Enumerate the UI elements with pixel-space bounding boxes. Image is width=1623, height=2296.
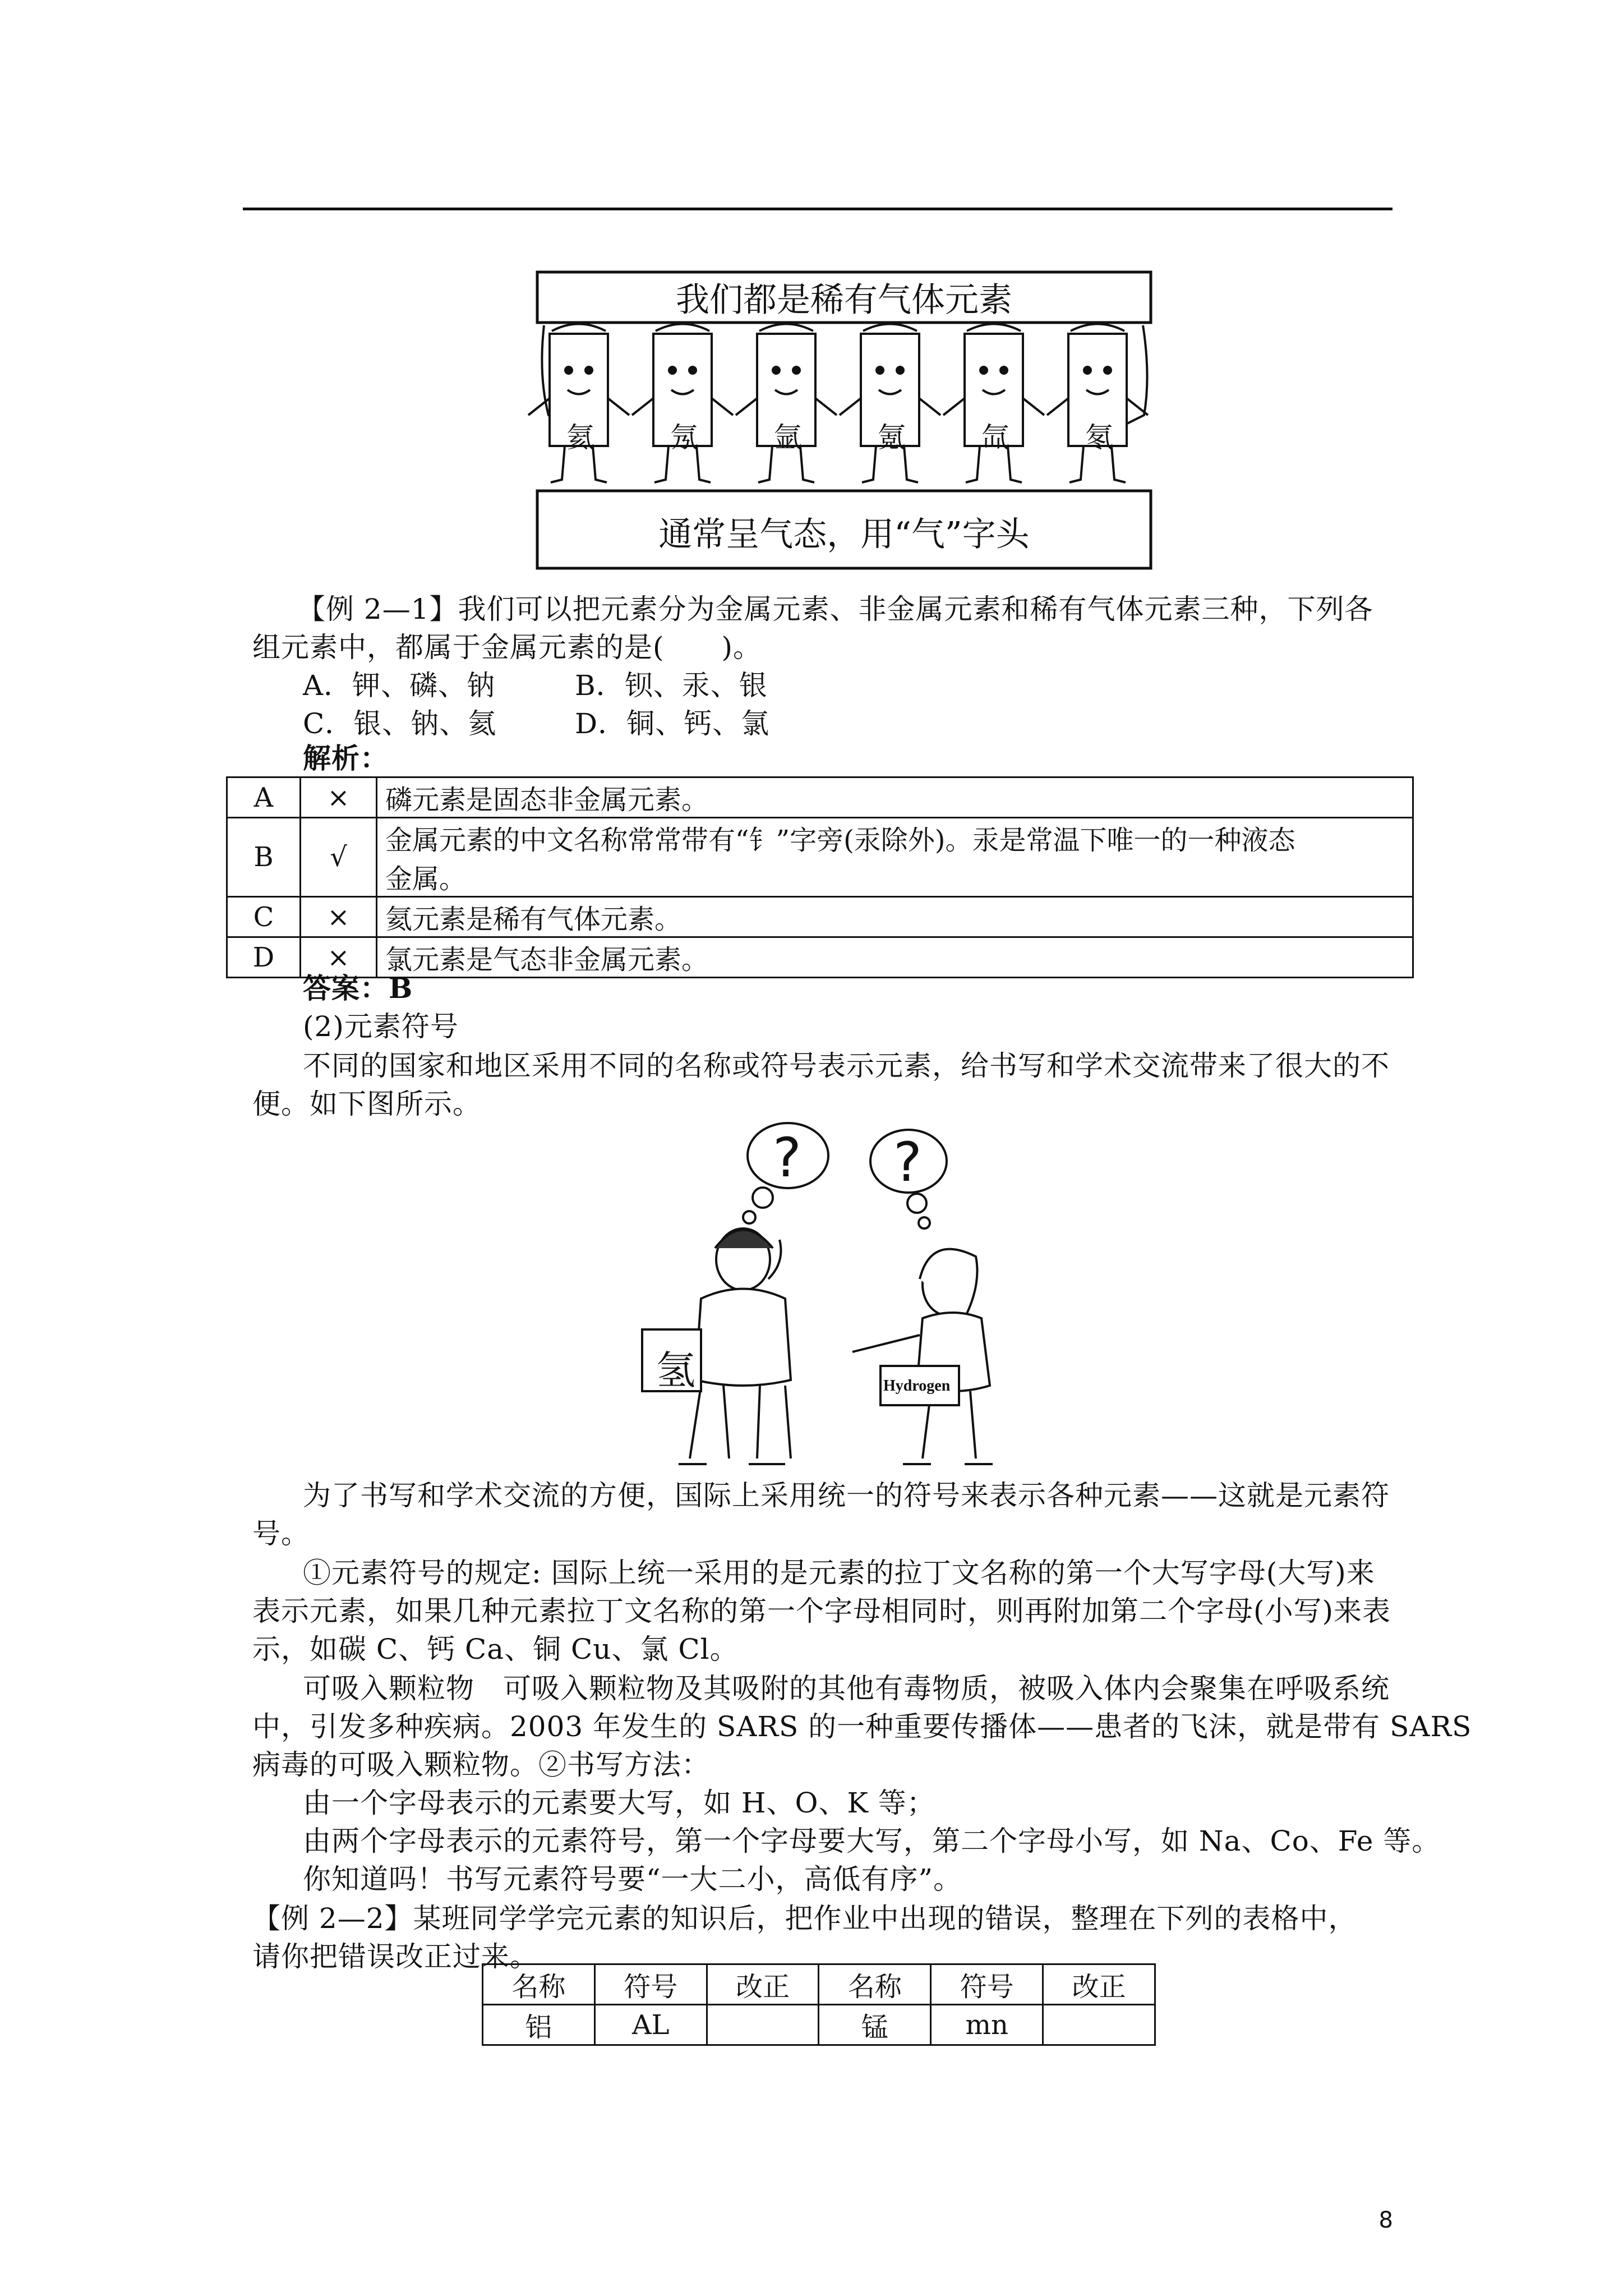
- element-card-figure: [943, 324, 1044, 483]
- paragraph-line: 不同的国家和地区采用不同的名称或符号表示元素，给书写和学术交流带来了很大的不: [303, 1050, 1390, 1082]
- cell-option: B: [227, 818, 301, 897]
- cell-explanation: 氯元素是气态非金属元素。: [377, 937, 1413, 978]
- option-c: C．银、钠、氦: [303, 707, 497, 740]
- question-mark-left: ?: [773, 1126, 801, 1189]
- header-cell: 名称: [819, 1964, 931, 2005]
- table-header-row: [483, 1964, 1155, 2005]
- header-cell: 改正: [1043, 1964, 1155, 2005]
- element-card-figure: [528, 324, 629, 483]
- paragraph-line: 为了书写和学术交流的方便，国际上采用统一的符号来表示各种元素——这就是元素符: [303, 1479, 1390, 1512]
- table-row: [227, 897, 1413, 937]
- paragraph-line: 表示元素，如果几种元素拉丁文名称的第一个字母相同时，则再附加第二个字母(小写)来表: [252, 1595, 1391, 1627]
- analysis-label: 解析：: [303, 742, 389, 775]
- element-card-figure: [1047, 324, 1148, 483]
- cell-explanation: 磷元素是固态非金属元素。: [377, 777, 1413, 818]
- correction-table: [482, 1963, 1156, 2046]
- cell-mark: ×: [301, 937, 377, 978]
- question-mark-right: ?: [893, 1131, 922, 1194]
- element-card-figure: [736, 324, 837, 483]
- cell-correction: [1043, 2005, 1155, 2045]
- section-heading: (2)元素符号: [303, 1010, 459, 1043]
- cell-mark: ×: [301, 777, 377, 818]
- header-rule: [243, 208, 1393, 210]
- option-b: B．钡、汞、银: [575, 669, 768, 702]
- element-card-figure: [632, 324, 733, 483]
- paragraph-line: 号。: [252, 1517, 310, 1550]
- cell-name: 铝: [483, 2005, 595, 2045]
- poster-bottom-banner: 通常呈气态，用“气”字头: [658, 515, 1030, 554]
- sign-english: Hydrogen: [883, 1377, 951, 1395]
- option-d: D．铜、钙、氯: [575, 707, 770, 740]
- table-row: [227, 777, 1413, 818]
- element-kr: 氪: [878, 421, 906, 454]
- element-rn: 氡: [1085, 421, 1113, 454]
- paragraph-line: 便。如下图所示。: [252, 1088, 481, 1120]
- table-row: [483, 2005, 1155, 2045]
- cell-explanation: 氦元素是稀有气体元素。: [377, 897, 1413, 937]
- paragraph-line: 病毒的可吸入颗粒物。②书写方法：: [252, 1749, 710, 1781]
- paragraph-line: ①元素符号的规定: 国际上统一采用的是元素的拉丁文名称的第一个大写字母(大写)来: [303, 1557, 1375, 1589]
- cell-mark: ×: [301, 897, 377, 937]
- header-cell: 名称: [483, 1964, 595, 2005]
- sign-chinese: 氢: [656, 1347, 695, 1393]
- cell-mark: √: [301, 818, 377, 897]
- cell-name: 锰: [819, 2005, 931, 2045]
- header-cell: 符号: [594, 1964, 707, 2005]
- naming-confusion-cartoon: [617, 1116, 1054, 1475]
- example1-line2: 组元素中，都属于金属元素的是( )。: [252, 631, 762, 664]
- paragraph-line: 示，如碳 C、钙 Ca、铜 Cu、氯 Cl。: [252, 1633, 739, 1665]
- table-row: [227, 818, 1413, 897]
- poster-top-banner: 我们都是稀有气体元素: [676, 280, 1012, 320]
- cell-explanation: [377, 818, 1413, 897]
- cell-option: A: [227, 777, 301, 818]
- cell-option: D: [227, 937, 301, 978]
- explanation-line: 金属。: [385, 863, 467, 895]
- example2-line1: 【例 2—2】某班同学学完元素的知识后，把作业中出现的错误，整理在下列的表格中，: [252, 1902, 1357, 1935]
- paragraph-line: 你知道吗！书写元素符号要“一大二小，高低有序”。: [303, 1863, 962, 1895]
- cell-symbol: AL: [594, 2005, 707, 2045]
- header-cell: 符号: [931, 1964, 1043, 2005]
- element-ne: 氖: [670, 421, 698, 454]
- page-number: 8: [1378, 2207, 1393, 2233]
- analysis-table: [226, 776, 1414, 978]
- cell-correction: [707, 2005, 819, 2045]
- element-card-figure: [840, 324, 940, 483]
- explanation-line: 金属元素的中文名称常常带有“钅”字旁(汞除外)。汞是常温下唯一的一种液态: [385, 825, 1295, 856]
- header-cell: 改正: [707, 1964, 819, 2005]
- paragraph-line: 中，引发多种疾病。2003 年发生的 SARS 的一种重要传播体——患者的飞沫，就是带有 SARS: [252, 1710, 1472, 1743]
- cell-symbol: mn: [931, 2005, 1043, 2045]
- option-a: A．钾、磷、钠: [303, 669, 496, 702]
- paragraph-line: 可吸入颗粒物 可吸入颗粒物及其吸附的其他有毒物质，被吸入体内会聚集在呼吸系统: [303, 1672, 1390, 1705]
- example2-line2: 请你把错误改正过来。: [252, 1940, 538, 1973]
- cell-option: C: [227, 897, 301, 937]
- paragraph-line: 由一个字母表示的元素要大写，如 H、O、K 等；: [303, 1787, 935, 1819]
- paragraph-line: 由两个字母表示的元素符号，第一个字母要大写，第二个字母小写，如 Na、Co、Fe 等。: [303, 1825, 1441, 1857]
- element-ar: 氩: [774, 421, 802, 454]
- answer: 答案：B: [303, 972, 413, 1005]
- example1-line1: 【例 2—1】我们可以把元素分为金属元素、非金属元素和稀有气体元素三种，下列各: [297, 593, 1373, 625]
- element-he: 氦: [566, 421, 594, 454]
- element-xe: 氙: [981, 421, 1009, 454]
